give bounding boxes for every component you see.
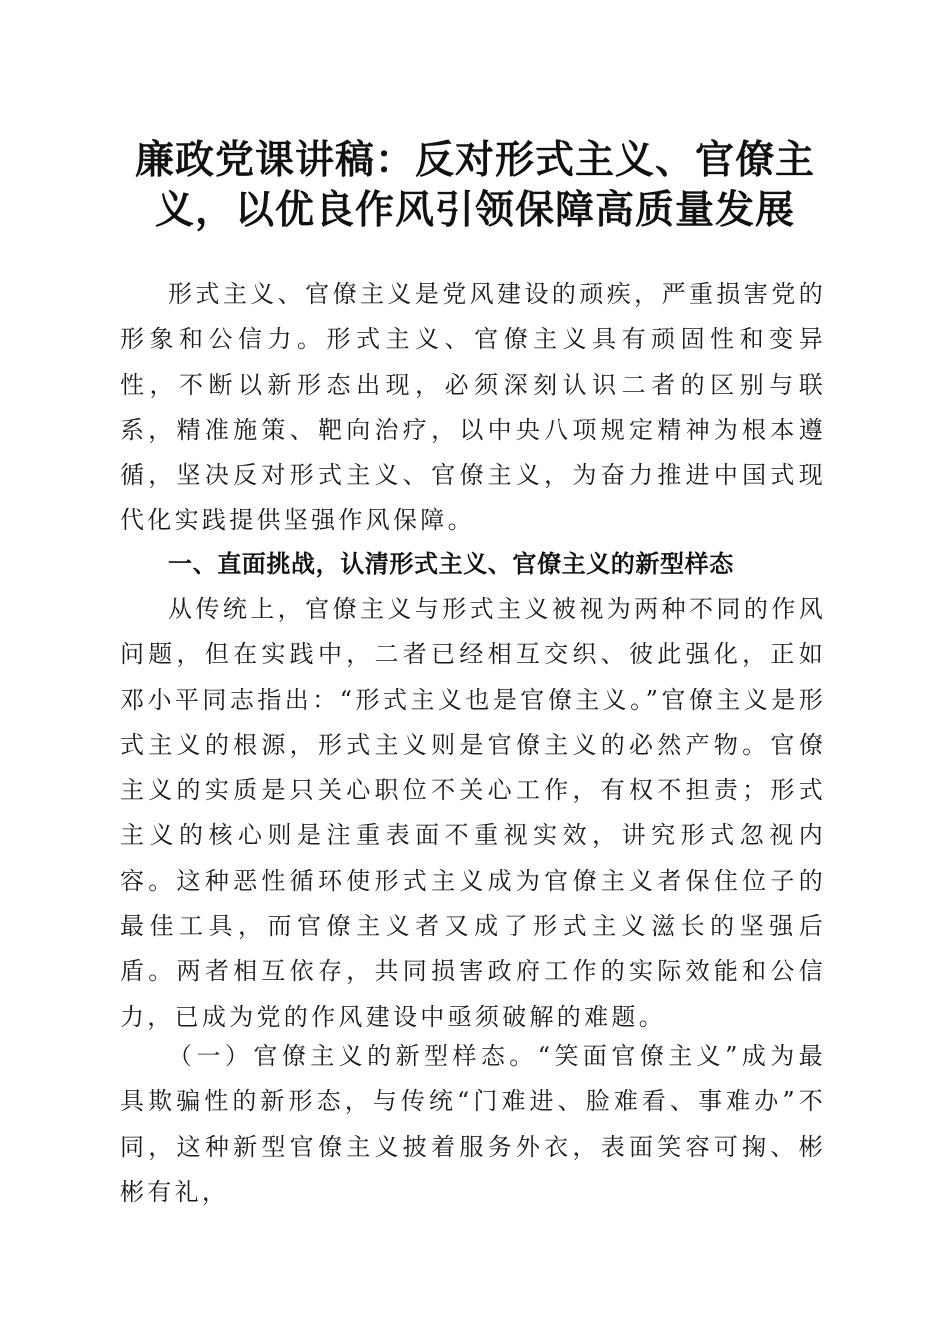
document-title: 廉政党课讲稿：反对形式主义、官僚主义，以优良作风引领保障高质量发展 (134, 137, 815, 233)
paragraph-intro: 形式主义、官僚主义是党风建设的顽疾，严重损害党的形象和公信力。形式主义、官僚主义具有顽固性和变异性，不断以新形态出现，必须深刻认识二者的区别与联系，精准施策、靶向治疗，以中央八项规定精神为根本遵循，坚决反对形式主义、官僚主义，为奋力推进中国式现代化实践提供坚强作风保障。 (120, 280, 826, 535)
paragraph-section-1: 从传统上，官僚主义与形式主义被视为两种不同的作风问题，但在实践中，二者已经相互交织、彼此强化，正如邓小平同志指出：“形式主义也是官僚主义。”官僚主义是形式主义的根源，形式主义则是官僚主义的必然产物。官僚主义的实质是只关心职位不关心工作，有权不担责；形式主义的核心则是注重表面不重视实效，讲究形式忽视内容。这种恶性循环使形式主义成为官僚主义者保住位子的最佳工具，而官僚主义者又成了形式主义滋长的坚强后盾。两者相互依存，共同损害政府工作的实际效能和公信力，已成为党的作风建设中亟须破解的难题。 (120, 595, 826, 1031)
section-heading-1: 一、直面挑战，认清形式主义、官僚主义的新型样态 (168, 550, 734, 578)
paragraph-subsection-1: （一）官僚主义的新型样态。“笑面官僚主义”成为最具欺骗性的新形态，与传统“门难进、脸难看、事难办”不同，这种新型官僚主义披着服务外衣，表面笑容可掬、彬彬有礼， (120, 1042, 826, 1206)
